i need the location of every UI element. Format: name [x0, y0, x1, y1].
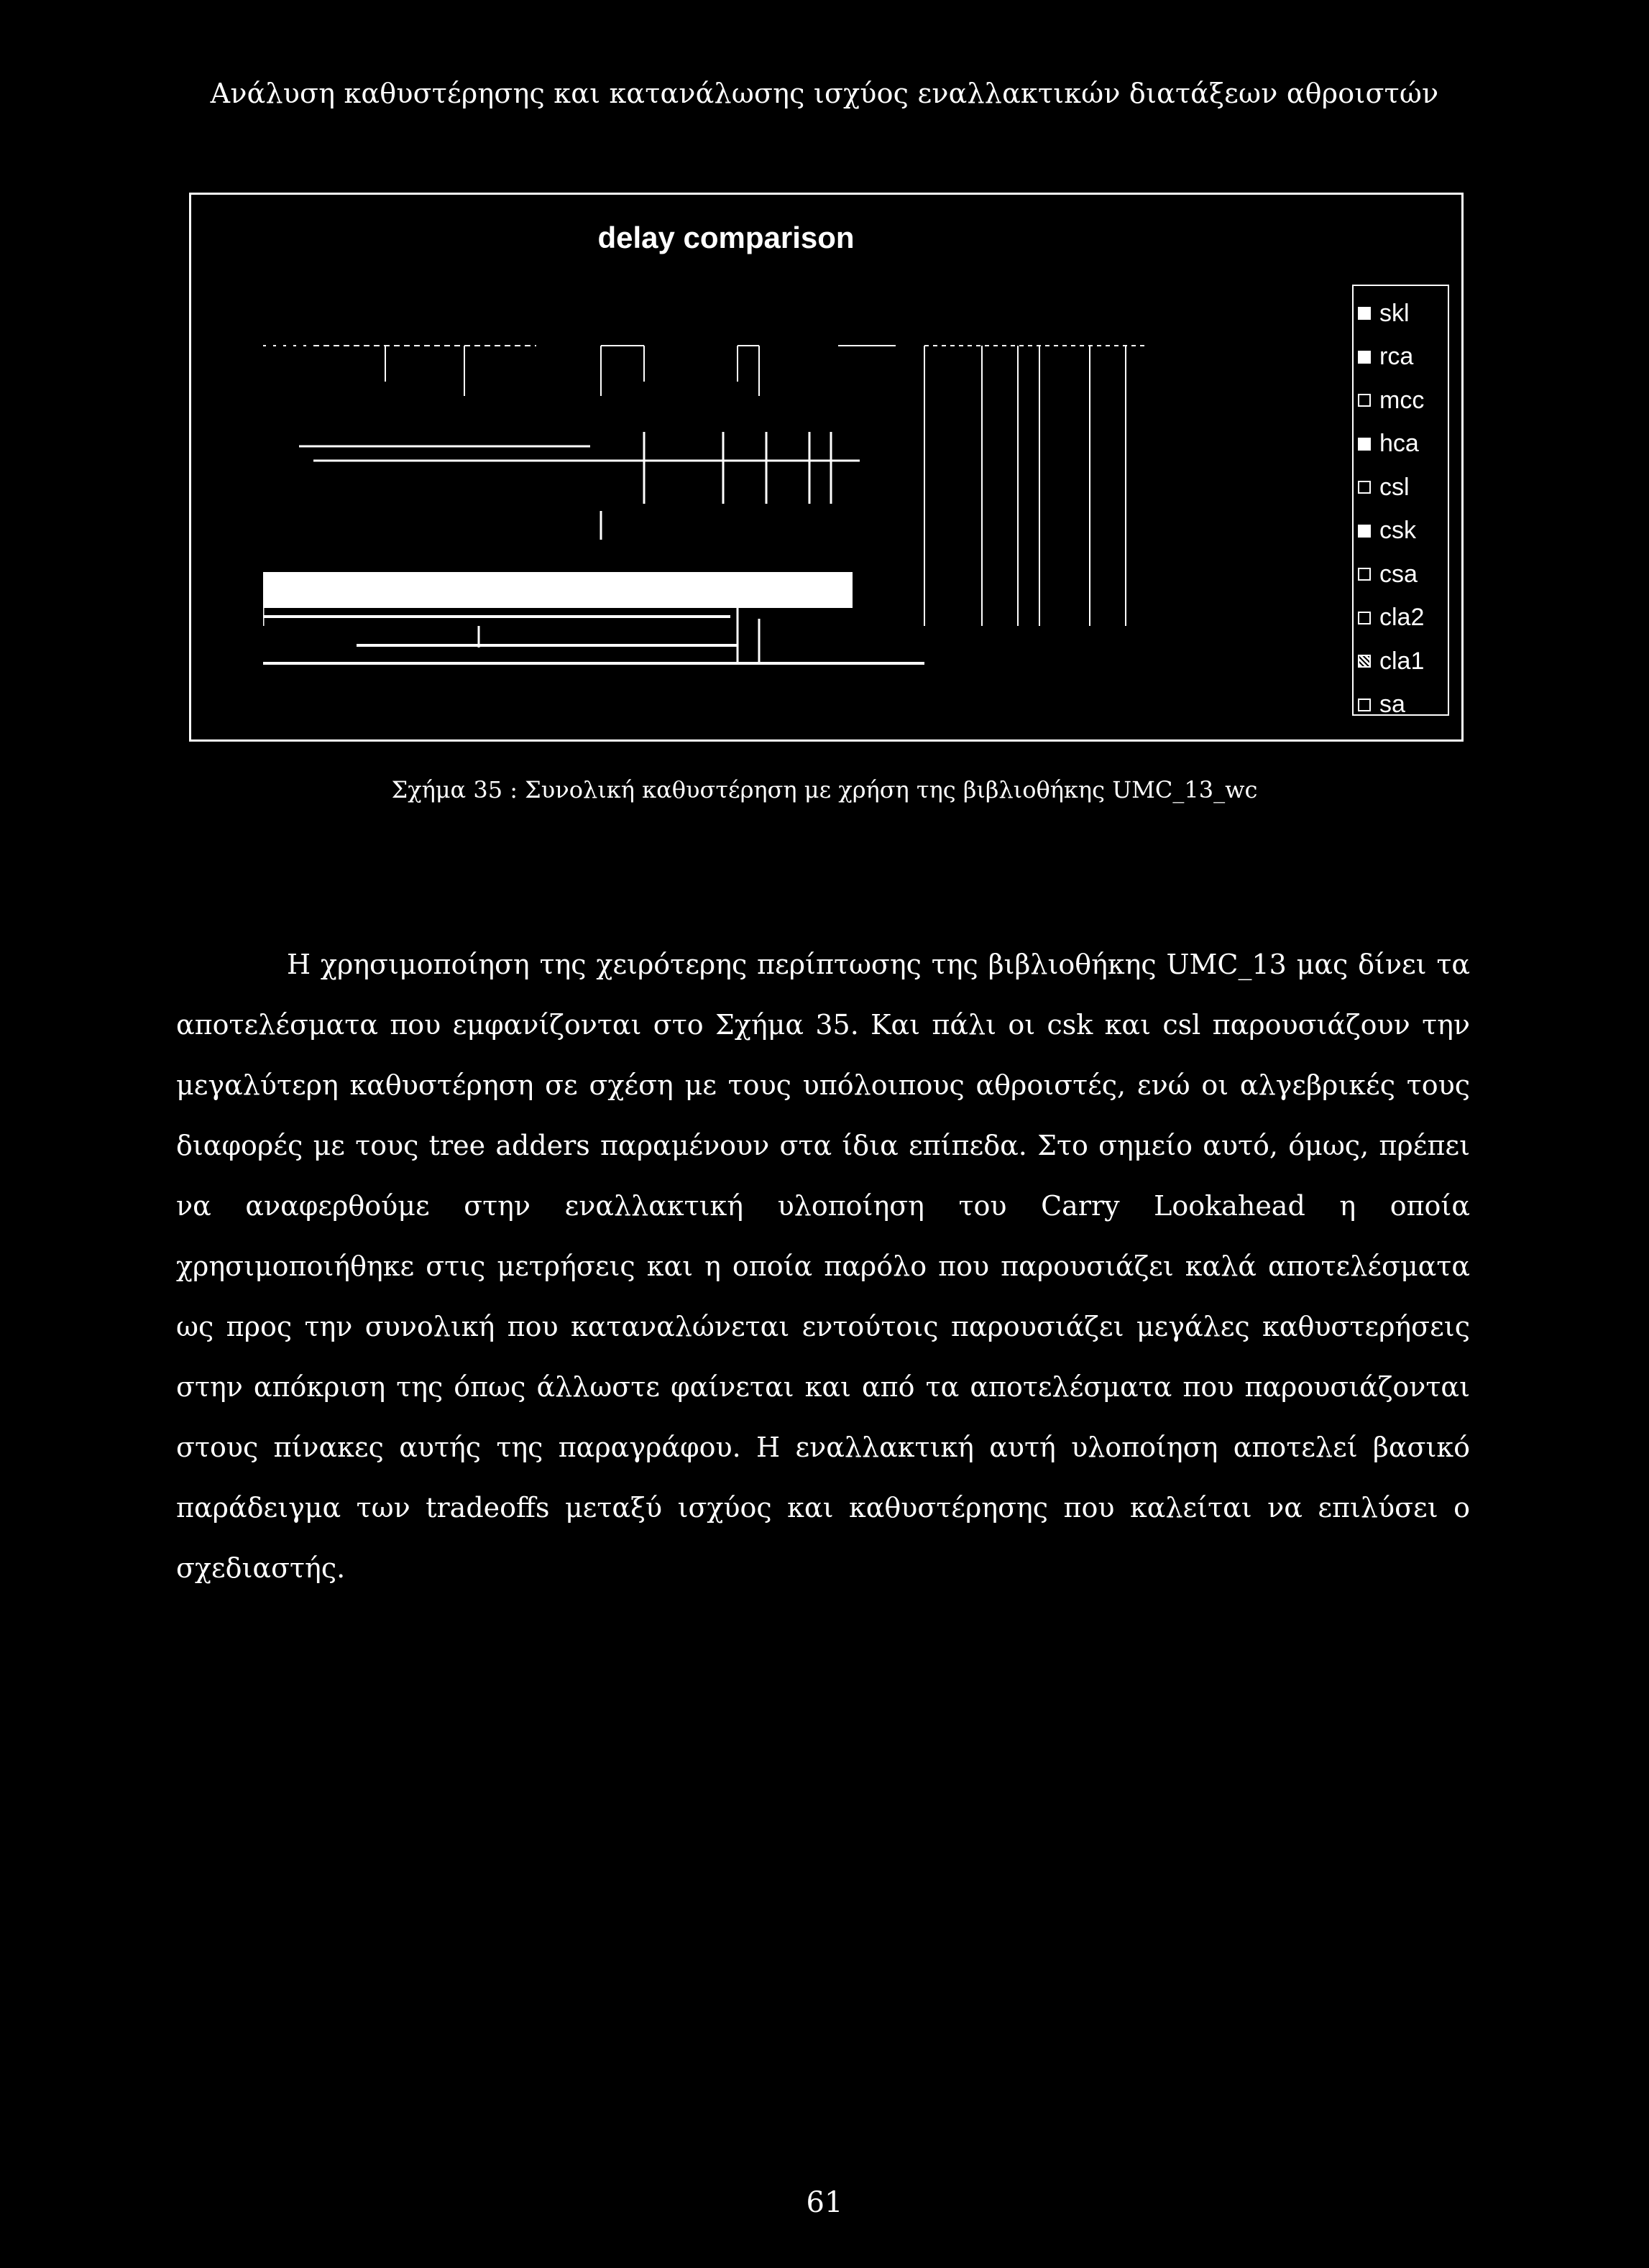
figure-delay-comparison [189, 193, 1464, 742]
legend-label: hca [1379, 430, 1419, 458]
legend-swatch [1358, 438, 1371, 451]
legend-label: csk [1379, 517, 1416, 545]
legend-swatch [1358, 612, 1371, 624]
legend-swatch [1358, 307, 1371, 320]
legend-item-csl [1354, 466, 1448, 510]
page-number: 61 [806, 2186, 843, 2219]
legend-swatch [1358, 394, 1371, 407]
legend-swatch [1358, 481, 1371, 494]
bar-mark-2 [357, 644, 738, 647]
legend-swatch [1358, 568, 1371, 581]
legend-item-skl [1354, 292, 1448, 336]
legend-swatch [1358, 655, 1371, 668]
bar-mark-3 [263, 662, 924, 665]
legend-item-hca [1354, 423, 1448, 466]
figure-caption: Σχήμα 35 : Συνολική καθυστέρηση με χρήση της βιβλιοθήκης UMC_13_wc [391, 776, 1258, 803]
legend-item-csk [1354, 510, 1448, 553]
bar-mark-0 [263, 572, 853, 608]
chart-title: delay comparison [597, 221, 855, 254]
bars [263, 432, 924, 665]
legend-swatch [1358, 351, 1371, 364]
legend-item-csa [1354, 553, 1448, 596]
legend-swatch [1358, 699, 1371, 711]
legend-label: sa [1379, 691, 1405, 719]
legend-item-sa [1354, 683, 1448, 727]
legend-item-cla2 [1354, 596, 1448, 640]
chart-legend [1352, 285, 1449, 719]
legend-label: rca [1379, 343, 1414, 371]
body-paragraph: Η χρησιμοποίηση της χειρότερης περίπτωσης της βιβλιοθήκης UMC_13 μας δίνει τα αποτελέσματα που εμφανίζονται στο Σχήμα 35. Και πάλι οι csk και csl παρουσιάζουν την μεγαλύτερη καθυστέρηση σε σχέση με τους υπόλοιπους αθροιστές, ενώ οι αλγεβρικές τους διαφορές με τους tree adders παραμένουν στα ίδια επίπεδα. Στο σημείο αυτό, όμως, πρέπει να αναφερθούμε στην εναλλακτική υλοποίηση του Carry Lookahead η οποία χρησιμοποιήθηκε στις μετρήσεις και η οποία παρόλο που παρουσιάζει καλά αποτελέσματα ως προς την συνολική που καταναλώνεται εντούτοις παρουσιάζει μεγάλες καθυστερήσεις στην απόκριση της όπως άλλωστε φαίνεται και από τα αποτελέσματα που παρουσιάζονται στους πίνακες αυτής της παραγράφου. Η εναλλακτική αυτή υλοποίηση αποτελεί βασικό παράδειγμα των tradeoffs μεταξύ ισχύος και καθυστέρησης που καλείται να επιλύσει ο σχεδιαστής. [176, 949, 1470, 1584]
background-gridlines [263, 346, 1147, 662]
legend-label: csl [1379, 473, 1410, 501]
bar-mark-1 [263, 615, 730, 618]
legend-swatch [1358, 525, 1371, 538]
legend-label: cla1 [1379, 647, 1425, 675]
legend-item-cla1 [1354, 640, 1448, 683]
legend-item-mcc [1354, 379, 1448, 423]
legend-item-rca [1354, 336, 1448, 379]
running-header: Ανάλυση καθυστέρησης και κατανάλωσης ισχύος εναλλακτικών διατάξεων αθροιστών [210, 78, 1439, 109]
legend-label: mcc [1379, 386, 1425, 414]
legend-label: skl [1379, 299, 1410, 327]
legend-label: cla2 [1379, 604, 1425, 632]
legend-label: csa [1379, 560, 1418, 588]
